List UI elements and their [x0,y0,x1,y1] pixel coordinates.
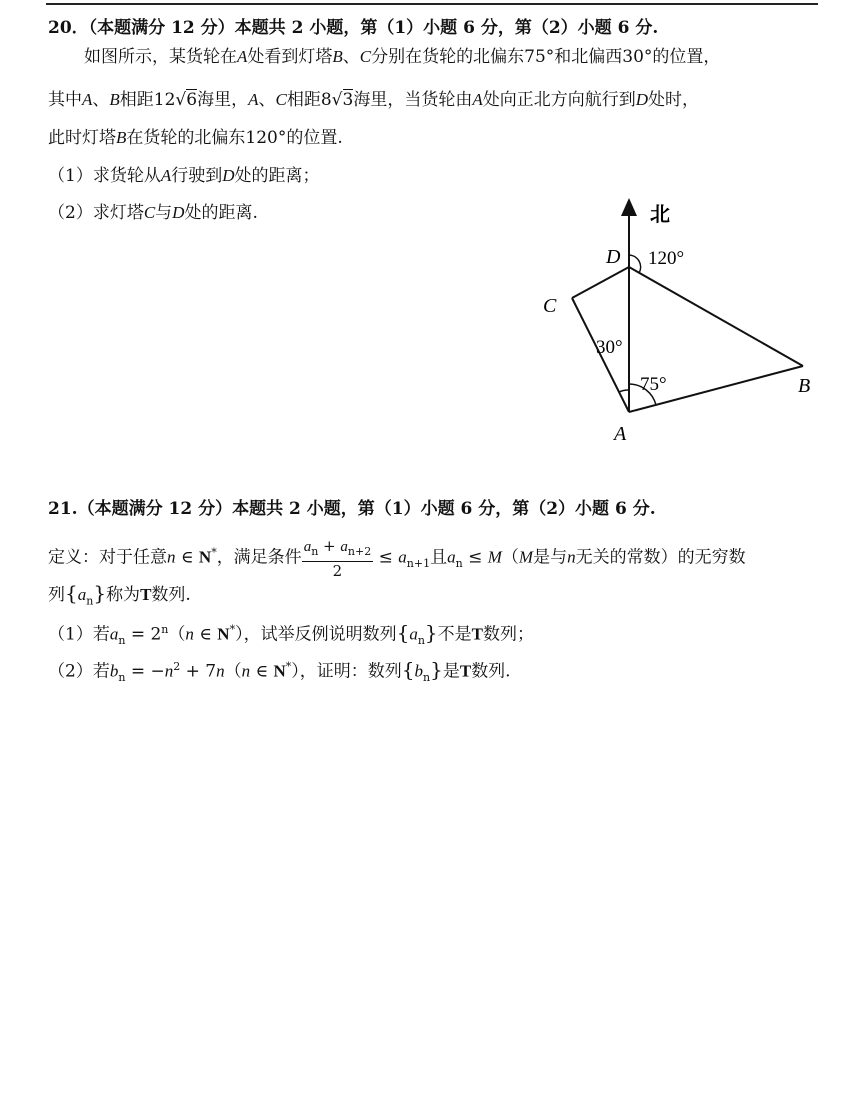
label-d: D [606,246,621,268]
var-a: a [398,547,407,567]
brace-right: } [430,657,443,682]
text: 称为 [106,585,141,605]
symbol-in: ∈ [193,624,218,645]
text: 不是 [437,624,472,645]
brace-right: } [424,620,438,645]
var-b: b [109,661,119,681]
north-label: 北 [650,204,670,226]
label-c: C [543,295,557,317]
var-b: b [414,661,424,681]
brace-left: { [401,657,415,682]
q21-definition-line2 [48,582,191,612]
text: 此时灯塔 [48,128,116,148]
var-n: n [216,661,225,681]
var-d: D [222,166,235,185]
radicand-3: 3 [342,90,354,110]
label-a: A [614,423,627,445]
geometry-figure [0,0,860,460]
var-a: A [237,47,248,66]
text: ，满足条件 [216,547,302,568]
superscript-star: * [285,660,292,673]
subscript-n: n [423,671,431,685]
set-n: N [217,624,230,644]
var-c: C [275,90,287,109]
label-angle-120: 120° [648,248,685,269]
paren-close: ） [235,624,244,645]
text: 无关的常数）的无穷数 [575,547,746,568]
q20-number: 20． [48,18,89,38]
t-sequence: T [459,661,472,681]
text: 如图所示，某货轮在 [84,47,237,67]
paren-open: （ [168,624,186,645]
q20-header-text: （本题满分 12 分）本题共 2 小题，第（1）小题 6 分，第（2）小题 6 分. [88,18,659,38]
symbol-le: ≤ [462,547,488,568]
text: 、 [258,90,276,110]
t-sequence: T [471,624,483,644]
sqrt-sign: √ [331,90,343,110]
subscript-n: n [118,671,126,685]
text: ，试举反例说明数列 [243,624,397,645]
text: （ [501,547,519,568]
var-c: C [359,47,372,66]
superscript-star: * [229,623,236,636]
sqrt-sign: √ [175,90,187,110]
text: 定义：对于任意 [48,547,167,568]
fraction-numerator: $a_n + a_{n+2}$ [302,537,374,562]
distance-ab-coef: 12 [153,90,176,110]
text: 海里，当货轮由 [353,90,473,110]
var-d: D [635,90,648,109]
symbol-le: ≤ [373,547,399,568]
distance-ac-coef: 8 [320,90,332,110]
text: 的位置， [652,47,721,67]
label-angle-75: 75° [640,374,667,395]
paren-close: ） [291,661,300,682]
var-a: A [160,166,172,185]
condition-fraction [302,537,374,580]
segment-db [629,267,803,366]
var-a: a [109,624,119,644]
text: 相距 [119,90,154,110]
text: ，证明：数列 [299,661,402,682]
segment-cd [572,267,629,298]
var-b: B [109,90,120,109]
brace-left: { [396,620,410,645]
brace-right: } [93,581,107,605]
text: 和北偏西 [554,47,623,67]
var-n: n [567,547,576,567]
formula-bn: = − [125,661,165,682]
var-n: n [164,661,174,681]
set-n: N [273,661,286,681]
var-a: A [82,90,93,109]
text: 是与 [533,547,568,568]
text: （1）求货轮从 [48,166,161,186]
symbol-in: ∈ [250,661,274,682]
text: 数列； [482,624,534,645]
text: 其中 [48,90,82,110]
subscript-n: n [86,594,94,608]
angle-arc-30 [619,390,629,392]
var-a: a [303,538,312,555]
text: 分别在货轮的北偏东 [371,47,525,67]
label-b: B [798,375,811,397]
text: 处向正北方向航行到 [482,90,636,110]
text: 、 [92,90,110,110]
q21-part1 [48,619,534,652]
set-n: N [198,547,212,567]
subscript-n: n [417,634,425,648]
text: 与 [155,203,173,223]
q21-part2 [48,656,511,689]
var-n: n [241,661,251,681]
text: 行驶到 [171,166,223,186]
var-m: M [487,547,502,567]
formula-an: = 2 [125,624,162,645]
superscript-n: n [161,623,169,636]
text: （2）求灯塔 [48,203,144,223]
var-b: B [116,128,127,147]
text: 处时， [648,90,699,110]
label-angle-30: 30° [596,337,623,358]
var-d: D [172,203,185,222]
var-m: M [518,547,534,567]
text: 、 [342,47,360,67]
t-sequence: T [140,585,152,604]
subscript-n-plus-1: n+1 [406,557,431,571]
var-b: B [332,47,343,66]
var-a: a [447,547,456,567]
text: 是 [442,661,460,682]
angle-75: 75° [524,47,555,67]
var-a: a [340,538,348,555]
var-n: n [185,624,194,644]
superscript-star: * [211,546,217,559]
text: 处的距离； [234,166,320,186]
subscript-n: n [118,634,126,648]
angle-30: 30° [622,47,653,67]
text: 海里， [197,90,249,110]
var-a: a [77,585,87,604]
var-a: A [248,90,259,109]
paren-open: （ [224,661,242,682]
text: 数列. [151,585,191,605]
text: 的位置. [286,128,343,148]
text: 且 [430,547,448,568]
symbol-in: ∈ [175,547,199,568]
text: 相距 [286,90,321,110]
q21-definition [48,535,746,582]
text: 在货轮的北偏东 [126,128,246,148]
text: 处看到灯塔 [247,47,333,67]
superscript-2: 2 [173,660,181,673]
var-c: C [143,203,156,222]
subscript-n: n [455,557,463,571]
text: （1）若 [48,624,110,645]
subscript-n-plus-2: n+2 [347,544,372,558]
angle-120: 120° [245,128,287,148]
var-a: A [472,90,483,109]
fraction-denominator: 2 [332,561,343,580]
formula-plus: + 7 [180,661,217,682]
text: 列 [48,585,65,605]
text: 数列. [471,661,511,682]
var-n: n [167,547,176,567]
q21-header: 21.（本题满分 12 分）本题共 2 小题，第（1）小题 6 分，第（2）小题 6 分. [48,499,656,519]
brace-left: { [65,581,78,605]
subscript-n: n [311,544,319,558]
text: 处的距离. [184,203,258,223]
var-a: a [409,624,418,644]
radicand-6: 6 [186,90,198,110]
text: （2）若 [48,661,110,682]
